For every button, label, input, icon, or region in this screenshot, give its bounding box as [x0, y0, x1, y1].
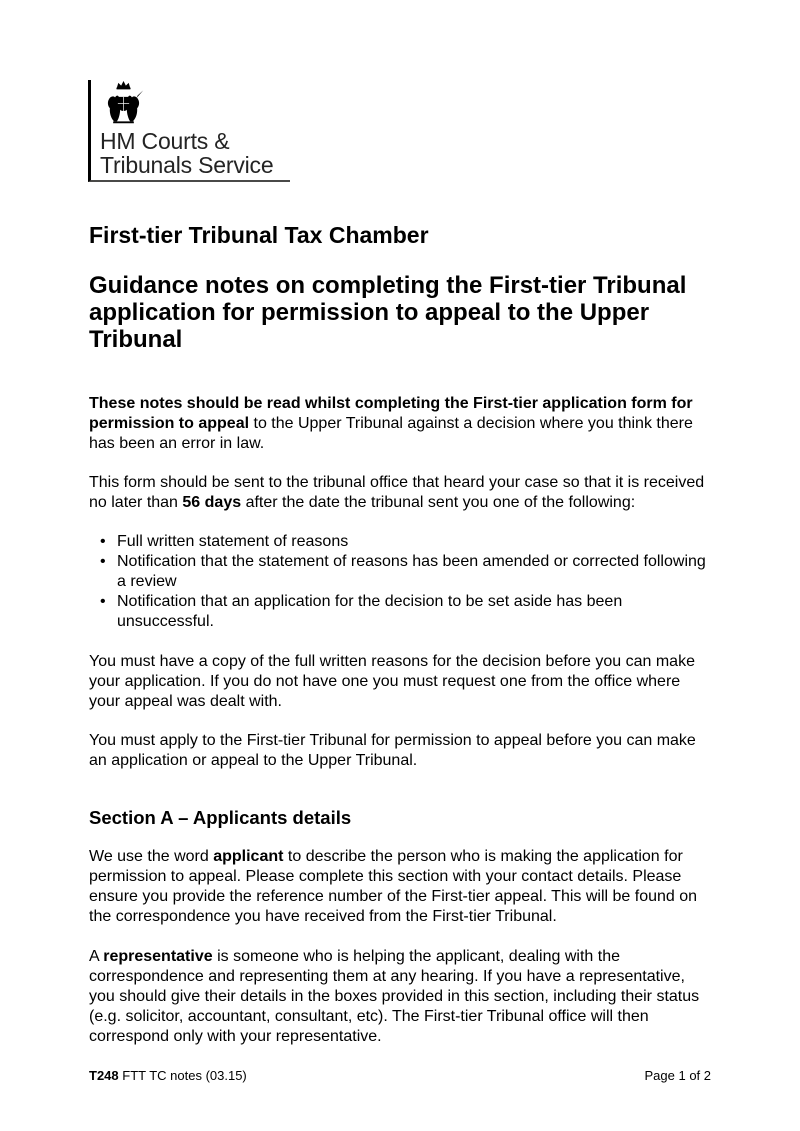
intro-paragraph-1-bold: These notes should be read whilst completing the First-tier application form for permission to appeal	[89, 395, 693, 432]
hmcts-logo	[88, 80, 290, 182]
section-a-paragraph-2-before: A	[89, 948, 104, 965]
page-footer	[89, 1068, 711, 1084]
intro-paragraph-4: You must apply to the First-tier Tribunal for permission to appeal before you can make an application or appeal to the Upper Tribunal.	[89, 732, 696, 769]
representative-term: representative	[103, 948, 213, 965]
intro-paragraph-1-rest: to the Upper Tribunal against a decision where you think there has been an error in law.	[89, 415, 693, 452]
section-a-paragraph-1-before: We use the word	[89, 848, 214, 865]
document-title: Guidance notes on completing the First-tier Tribunal application for permission to appeal to the Upper Tribunal	[89, 272, 687, 353]
list-item: • Full written statement of reasons	[89, 532, 709, 552]
section-a-paragraph-1	[89, 847, 709, 927]
section-a-heading: Section A – Applicants details	[89, 807, 352, 828]
form-label: FTT TC notes (03.15)	[118, 1068, 247, 1083]
notification-types-list	[89, 532, 709, 632]
list-item: • Notification that an application for the decision to be set aside has been unsuccessful.	[89, 592, 709, 632]
chamber-title: First-tier Tribunal Tax Chamber	[89, 222, 429, 248]
list-item: • Notification that the statement of reasons has been amended or corrected following a review	[89, 552, 709, 592]
logo-line-2: Tribunals Service	[100, 152, 274, 178]
section-a-paragraph-1-after: to describe the person who is making the application for permission to appeal. Please complete this section with your contact details. Please ensure you provide the reference number of the First-tier appeal. This will be found on the correspondence you have received from the First-tier Tribunal.	[89, 848, 698, 925]
intro-paragraph-2-after: after the date the tribunal sent you one of the following:	[241, 494, 636, 511]
intro-paragraph-2	[89, 473, 709, 513]
intro-paragraph-2-before: This form should be sent to the tribunal office that heard your case so that it is received no later than	[89, 474, 705, 511]
intro-paragraph-3: You must have a copy of the full written reasons for the decision before you can make your application. If you do not have one you must request one from the office where your appeal was dealt with.	[89, 653, 695, 710]
applicant-term: applicant	[213, 848, 284, 865]
logo-wordmark	[100, 129, 290, 177]
page-number: Page 1 of 2	[644, 1068, 711, 1083]
form-reference	[89, 1068, 247, 1084]
section-a-paragraph-2-after: is someone who is helping the applicant, dealing with the correspondence and representing them at any hearing. If you have a representative, you should give their details in the boxes provided in this section, including their status (e.g. solicitor, accountant, consultant, etc). The First-tier Tribunal office will then correspond only with your representative.	[89, 948, 700, 1045]
intro-paragraph-1	[89, 394, 709, 454]
deadline-days: 56 days	[182, 494, 242, 511]
logo-line-1: HM Courts &	[100, 128, 230, 154]
section-a-paragraph-2	[89, 947, 709, 1047]
form-code: T248	[89, 1068, 119, 1083]
royal-coat-of-arms-icon	[100, 80, 147, 127]
